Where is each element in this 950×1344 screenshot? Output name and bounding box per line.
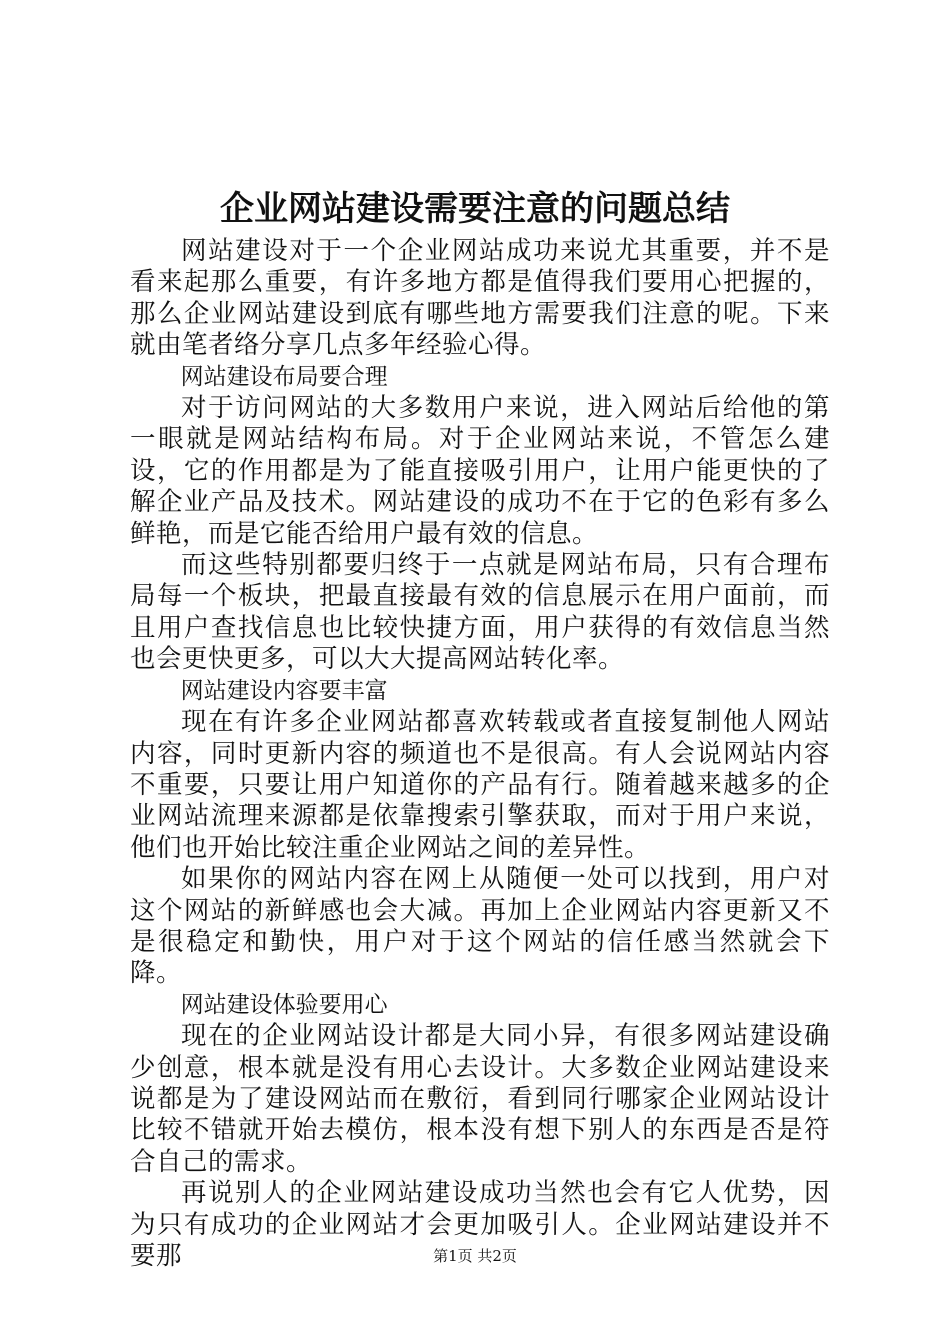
- paragraph: 对于访问网站的大多数用户来说，进入网站后给他的第一眼就是网站结构布局。对于企业网站来说，不管怎么建设，它的作用都是为了能直接吸引用户，让用户能更快的了解企业产品及技术。网站建设的成功不在于它的色彩有多么鲜艳，而是它能否给用户最有效的信息。: [130, 393, 830, 549]
- paragraph: 网站建设对于一个企业网站成功来说尤其重要，并不是看来起那么重要，有许多地方都是值得我们要用心把握的，那么企业网站建设到底有哪些地方需要我们注意的呢。下来就由笔者络分享几点多年经验心得。: [130, 236, 830, 361]
- paragraph: 而这些特别都要归终于一点就是网站布局，只有合理布局每一个板块，把最直接最有效的信息展示在用户面前，而且用户查找信息也比较快捷方面，用户获得的有效信息当然也会更快更多，可以大大提高网站转化率。: [130, 550, 830, 675]
- section-heading: 网站建设体验要用心: [180, 991, 388, 1018]
- paragraph: 如果你的网站内容在网上从随便一处可以找到，用户对这个网站的新鲜感也会大减。再加上企业网站内容更新又不是很稳定和勤快，用户对于这个网站的信任感当然就会下降。: [130, 864, 830, 989]
- section-heading: 网站建设内容要丰富: [180, 677, 388, 704]
- section-heading: 网站建设布局要合理: [180, 363, 388, 390]
- page-footer: 第1页 共2页: [433, 1247, 517, 1265]
- document-title: 企业网站建设需要注意的问题总结: [220, 189, 730, 229]
- paragraph: 现在的企业网站设计都是大同小异，有很多网站建设确少创意，根本就是没有用心去设计。大多数企业网站建设来说都是为了建设网站而在敷衍，看到同行哪家企业网站设计比较不错就开始去模仿，根本没有想下别人的东西是否是符合自己的需求。: [130, 1021, 830, 1177]
- paragraph: 现在有许多企业网站都喜欢转载或者直接复制他人网站内容，同时更新内容的频道也不是很高。有人会说网站内容不重要，只要让用户知道你的产品有行。随着越来越多的企业网站流理来源都是依靠搜索引擎获取，而对于用户来说，他们也开始比较注重企业网站之间的差异性。: [130, 707, 830, 863]
- paragraph: 再说别人的企业网站建设成功当然也会有它人优势，因为只有成功的企业网站才会更加吸引人。企业网站建设并不要那: [130, 1178, 830, 1271]
- document-body: [130, 236, 830, 1272]
